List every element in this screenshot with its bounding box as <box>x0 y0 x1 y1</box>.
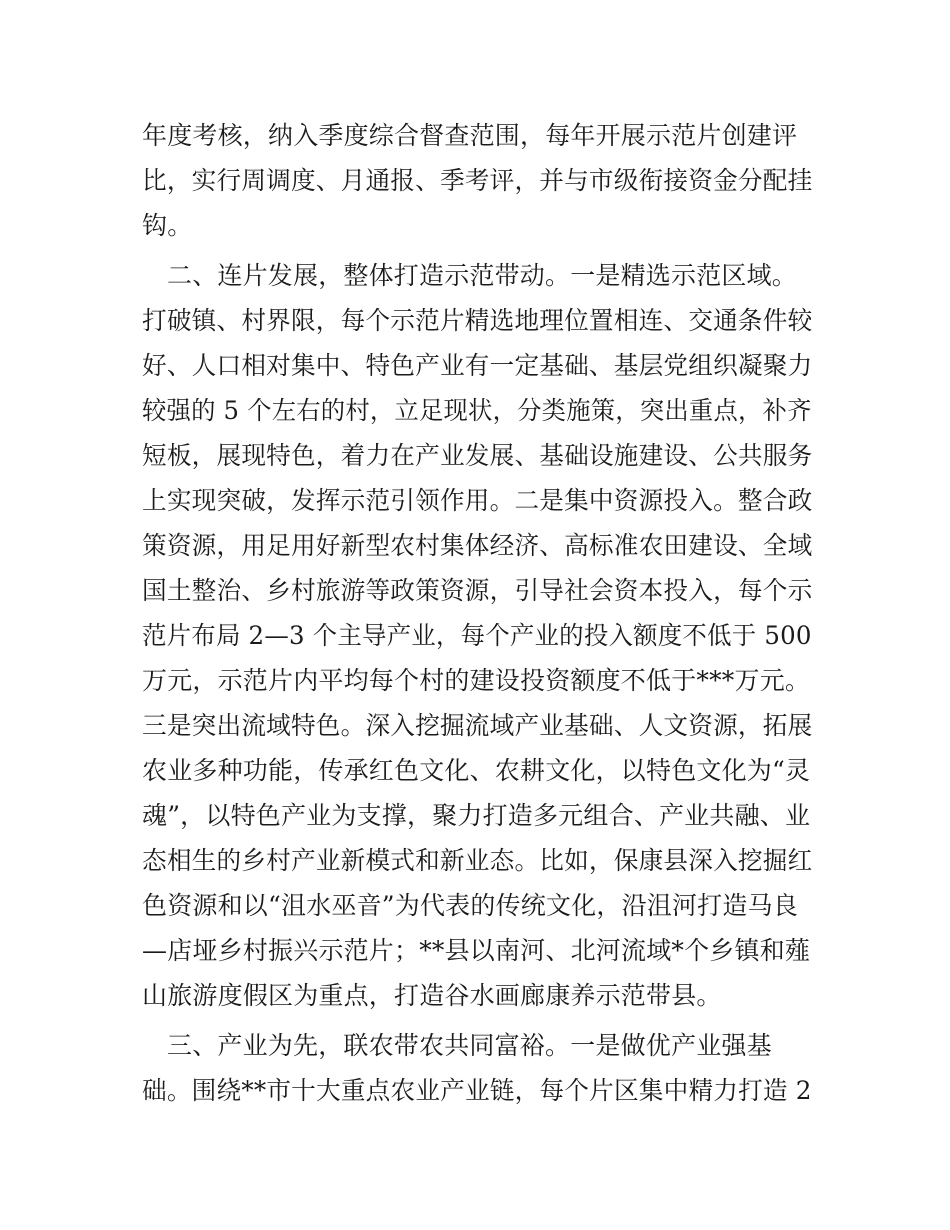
text-line: 三是突出流域特色。深入挖掘流域产业基础、人文资源，拓展 <box>142 711 813 740</box>
text-line: 好、人口相对集中、特色产业有一定基础、基层党组织凝聚力 <box>142 351 813 380</box>
text-line: 策资源，用足用好新型农村集体经济、高标准农田建设、全域 <box>142 531 813 560</box>
section-heading-line: 三、产业为先，联农带农共同富裕。一是做优产业强基 <box>167 1031 772 1060</box>
text-line: 国土整治、乡村旅游等政策资源，引导社会资本投入，每个示 <box>142 576 813 605</box>
text-line: 万元，示范片内平均每个村的建设投资额度不低于***万元。 <box>142 666 811 695</box>
section-heading-line: 二、连片发展，整体打造示范带动。一是精选示范区域。 <box>167 261 798 290</box>
text-line: 短板，展现特色，着力在产业发展、基础设施建设、公共服务 <box>142 441 813 470</box>
text-line: 态相生的乡村产业新模式和新业态。比如，保康县深入挖掘红 <box>142 846 813 875</box>
text-line: 农业多种功能，传承红色文化、农耕文化，以特色文化为“灵 <box>142 756 811 785</box>
text-line: 钩。 <box>142 211 193 240</box>
text-line: 魂”，以特色产业为支撑，聚力打造多元组合、产业共融、业 <box>142 801 811 830</box>
text-line: 上实现突破，发挥示范引领作用。二是集中资源投入。整合政 <box>142 486 813 515</box>
text-line: —店垭乡村振兴示范片；**县以南河、北河流域*个乡镇和薤 <box>142 936 811 965</box>
text-line: 比，实行周调度、月通报、季考评，并与市级衔接资金分配挂 <box>142 166 813 195</box>
text-line: 打破镇、村界限，每个示范片精选地理位置相连、交通条件较 <box>142 306 813 335</box>
text-line: 色资源和以“沮水巫音”为代表的传统文化，沿沮河打造马良 <box>142 891 798 920</box>
text-line: 较强的 5 个左右的村，立足现状，分类施策，突出重点，补齐 <box>142 396 812 425</box>
text-line: 年度考核，纳入季度综合督查范围，每年开展示范片创建评 <box>142 121 798 150</box>
text-line: 础。围绕**市十大重点农业产业链，每个片区集中精力打造 2 <box>142 1076 812 1105</box>
text-line: 山旅游度假区为重点，打造谷水画廊康养示范带县。 <box>142 981 722 1010</box>
text-line: 范片布局 2—3 个主导产业，每个产业的投入额度不低于 500 <box>142 621 812 650</box>
